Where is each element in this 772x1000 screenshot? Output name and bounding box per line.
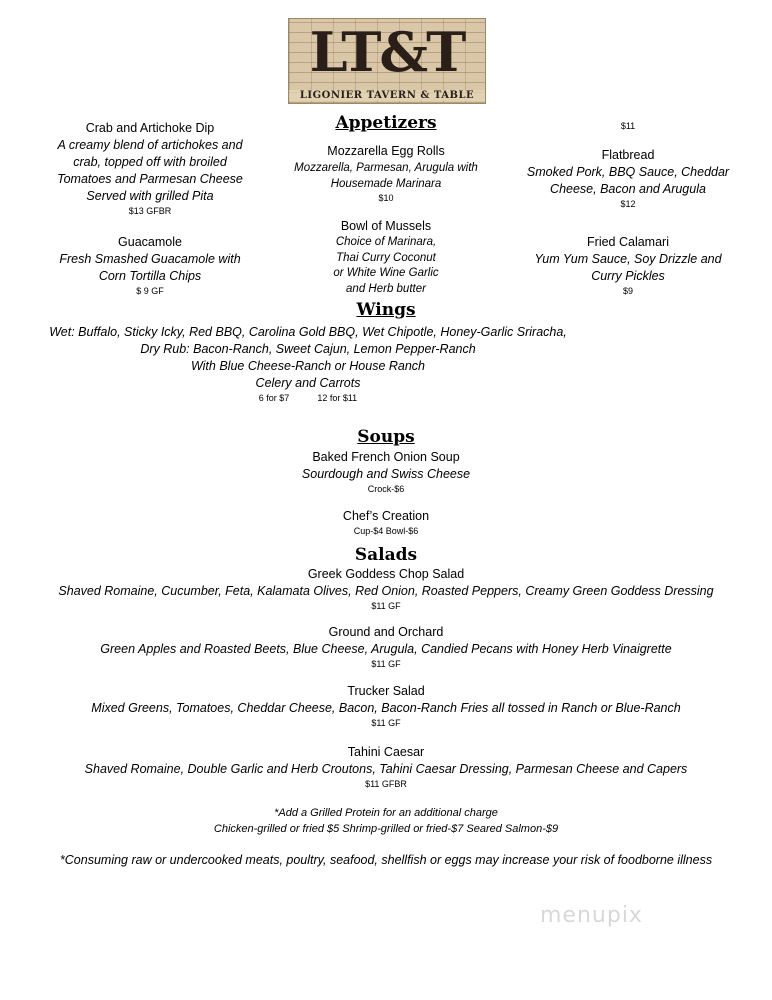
restaurant-logo xyxy=(288,18,486,104)
menu-item-calamari xyxy=(500,234,756,297)
item-name: Crab and Artichoke Dip xyxy=(85,121,215,135)
item-price: $10 xyxy=(378,193,394,203)
soups-heading: Soups xyxy=(357,427,415,447)
item-desc: Tomatoes and Parmesan Cheese xyxy=(57,172,243,186)
item-price: $13 GFBR xyxy=(128,206,172,216)
menu-item-greek-salad xyxy=(20,566,752,612)
menu-item-tahini-caesar xyxy=(20,744,752,790)
wings-line: Wet: Buffalo, Sticky Icky, Red BBQ, Carolina Gold BBQ, Wet Chipotle, Honey-Garlic Sriracha, xyxy=(49,325,567,339)
item-desc: Shaved Romaine, Cucumber, Feta, Kalamata Olives, Red Onion, Roasted Peppers, Creamy Green Goddess Dressing xyxy=(58,584,714,598)
foodborne-disclaimer: *Consuming raw or undercooked meats, poultry, seafood, shellfish or eggs may increase your risk of foodborne illness xyxy=(59,853,713,867)
menu-item-chefs-creation xyxy=(236,508,536,537)
protein-line-2: Chicken-grilled or fried $5 Shrimp-grilled or fried-$7 Seared Salmon-$9 xyxy=(213,823,559,835)
item-name: Ground and Orchard xyxy=(328,625,444,639)
item-name: Flatbread xyxy=(601,148,655,162)
wings-price-12: 12 for $11 xyxy=(317,393,358,403)
item-desc: Choice of Marinara, xyxy=(335,236,437,248)
item-desc: Mozzarella, Parmesan, Arugula with xyxy=(294,162,478,174)
wings-heading: Wings xyxy=(356,300,416,320)
wings-line: Celery and Carrots xyxy=(255,376,361,390)
item-desc: Cheese, Bacon and Arugula xyxy=(550,182,706,196)
item-desc: Housemade Marinara xyxy=(330,178,442,190)
item-desc: Sourdough and Swiss Cheese xyxy=(301,467,471,481)
item-price: $11 GF xyxy=(371,718,401,728)
item-name: Tahini Caesar xyxy=(347,745,425,759)
item-name: Guacamole xyxy=(118,235,182,249)
wings-price-6: 6 for $7 xyxy=(258,393,290,403)
menu-item-guacamole xyxy=(20,234,280,297)
logo-mark: LT&T xyxy=(309,20,465,84)
item-price: $11 GFBR xyxy=(365,779,407,789)
item-price: $12 xyxy=(620,199,636,209)
item-price: $ 9 GF xyxy=(136,286,164,296)
item-name: Greek Goddess Chop Salad xyxy=(307,567,465,581)
menu-item-mussels xyxy=(276,218,496,297)
item-desc: A creamy blend of artichokes and xyxy=(57,138,243,152)
item-desc: Thai Curry Coconut xyxy=(336,251,436,264)
item-desc: and Herb butter xyxy=(346,282,426,295)
menu-item-crab-dip xyxy=(20,120,280,217)
item-name: Trucker Salad xyxy=(347,684,425,698)
menu-item-onion-soup xyxy=(236,449,536,495)
menu-item-trucker-salad xyxy=(20,683,752,729)
item-desc: Smoked Pork, BBQ Sauce, Cheddar xyxy=(526,165,730,179)
item-price: Crock-$6 xyxy=(367,484,405,494)
top-right-price: $11 xyxy=(620,121,636,131)
item-desc: Green Apples and Roasted Beets, Blue Cheese, Arugula, Candied Pecans with Honey Herb Vinaigrette xyxy=(100,642,672,656)
wings-prices xyxy=(0,392,616,404)
salads-heading: Salads xyxy=(354,545,418,565)
item-price: $9 xyxy=(622,286,633,296)
item-price: $11 GF xyxy=(371,601,401,611)
item-name: Chef’s Creation xyxy=(342,509,430,523)
item-desc: crab, topped off with broiled xyxy=(73,155,227,169)
wings-section xyxy=(0,324,616,404)
item-desc: Shaved Romaine, Double Garlic and Herb Croutons, Tahini Caesar Dressing, Parmesan Cheese and Capers xyxy=(84,762,688,776)
item-desc: or White Wine Garlic xyxy=(333,267,439,279)
item-desc: Fresh Smashed Guacamole with xyxy=(59,252,241,266)
item-desc: Curry Pickles xyxy=(591,269,665,283)
item-name: Fried Calamari xyxy=(587,235,669,249)
protein-line-1: *Add a Grilled Protein for an additional charge xyxy=(274,807,498,819)
wings-line: Dry Rub: Bacon-Ranch, Sweet Cajun, Lemon Pepper-Ranch xyxy=(140,342,476,356)
item-name: Bowl of Mussels xyxy=(340,219,432,233)
item-desc: Served with grilled Pita xyxy=(86,189,214,203)
item-price: $11 GF xyxy=(371,659,401,669)
item-name: Baked French Onion Soup xyxy=(312,450,460,464)
item-price: Cup-$4 Bowl-$6 xyxy=(353,526,419,536)
menu-item-flatbread xyxy=(500,147,756,210)
item-desc: Yum Yum Sauce, Soy Drizzle and xyxy=(534,252,722,266)
wings-line: With Blue Cheese-Ranch or House Ranch xyxy=(190,359,426,373)
appetizers-heading: Appetizers xyxy=(335,113,437,133)
menu-item-ground-orchard xyxy=(20,624,752,670)
logo-subtitle: LIGONIER TAVERN & TABLE xyxy=(289,90,485,101)
menu-item-egg-rolls xyxy=(276,143,496,204)
menupix-watermark: menupix xyxy=(540,903,643,928)
item-name: Mozzarella Egg Rolls xyxy=(327,144,445,158)
item-desc: Corn Tortilla Chips xyxy=(98,269,202,283)
protein-addon xyxy=(20,805,752,837)
item-desc: Mixed Greens, Tomatoes, Cheddar Cheese, Bacon, Bacon-Ranch Fries all tossed in Ranch or Blue-Ranch xyxy=(91,701,681,715)
